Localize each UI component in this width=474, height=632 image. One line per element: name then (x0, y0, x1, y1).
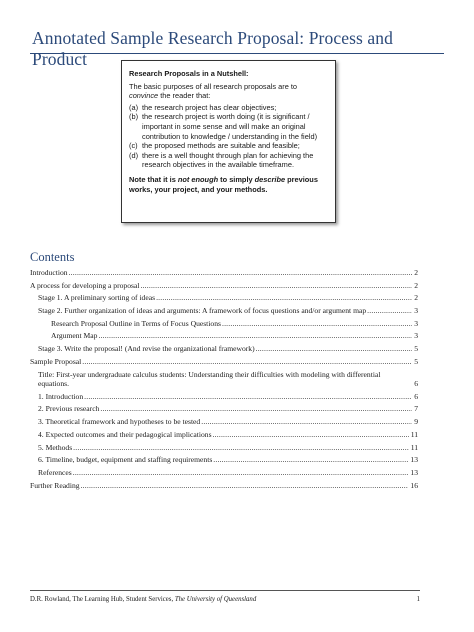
toc-entry-page: 2 (414, 293, 418, 303)
nutshell-intro-part2: the reader that: (158, 91, 211, 101)
title-underline (30, 53, 444, 54)
toc-entry[interactable] (30, 281, 418, 291)
toc-leader-dots (82, 357, 412, 367)
toc-entry-title: References (38, 467, 72, 477)
toc-leader-dots (213, 455, 408, 465)
nutshell-item-text: the proposed methods are suitable and feasible; (142, 141, 300, 151)
nutshell-heading: Research Proposals in a Nutshell: (129, 69, 249, 78)
toc-leader-dots (201, 417, 412, 427)
nutshell-note (129, 175, 328, 194)
toc-entry[interactable] (30, 430, 418, 440)
nutshell-item-text: the research project has clear objectives; (142, 102, 277, 112)
nutshell-item-label: (b) (129, 112, 139, 122)
nutshell-item-a (129, 103, 328, 113)
toc-entry[interactable] (30, 344, 418, 354)
toc-entry-page: 11 (410, 442, 418, 452)
toc-entry[interactable] (30, 357, 418, 367)
toc-entry-page: 13 (410, 467, 418, 477)
toc-entry-title: 5. Methods (38, 442, 73, 452)
toc-leader-dots (98, 331, 412, 341)
toc-entry-title: A process for developing a proposal (30, 280, 140, 290)
toc-entry[interactable] (30, 417, 418, 427)
toc-leader-dots (73, 443, 409, 453)
toc-entry[interactable] (30, 404, 418, 414)
toc-entry-page: 7 (414, 404, 418, 414)
nutshell-intro (129, 82, 328, 101)
toc-entry-title: Research Proposal Outline in Terms of Focus Questions (51, 318, 221, 328)
toc-leader-dots (73, 468, 409, 478)
toc-entry-page: 9 (414, 417, 418, 427)
toc-leader-dots (156, 293, 412, 303)
nutshell-item-d (129, 151, 328, 170)
document-title: Annotated Sample Research Proposal: Process and Product (32, 28, 393, 69)
nutshell-intro-convince: convince (129, 91, 159, 101)
toc-entry-title: Introduction (30, 268, 68, 277)
contents-heading: Contents (30, 250, 75, 264)
toc-leader-dots (84, 392, 412, 402)
note-part1: Note that it is (129, 174, 178, 184)
toc-entry[interactable] (30, 319, 418, 329)
nutshell-box (121, 60, 336, 223)
toc-leader-dots (69, 268, 413, 278)
toc-leader-dots (100, 404, 412, 414)
toc-entry-title: Stage 1. A preliminary sorting of ideas (38, 293, 156, 303)
toc-entry-page: 3 (414, 306, 418, 316)
toc-entry-page: 5 (414, 344, 418, 354)
note-describe: describe (254, 174, 286, 184)
toc-entry-title: 3. Theoretical framework and hypotheses to be tested (38, 417, 201, 427)
toc-entry-title: Sample Proposal (30, 356, 82, 366)
toc-leader-dots (256, 344, 413, 354)
toc-entry-page: 6 (414, 379, 418, 389)
footer-rule (30, 590, 420, 591)
toc-entry[interactable] (30, 481, 418, 491)
note-not-enough: not enough (177, 174, 219, 184)
toc-entry[interactable] (30, 331, 418, 341)
toc-leader-dots (222, 319, 412, 329)
footer-university: The University of Queensland (174, 596, 257, 603)
nutshell-item-label: (d) (129, 150, 139, 160)
toc-entry-title: Stage 3. Write the proposal! (And revise the organizational framework) (38, 344, 255, 354)
toc-entry-title: 1. Introduction (38, 391, 84, 401)
toc-entry[interactable] (30, 370, 418, 389)
nutshell-item-label: (a) (129, 102, 139, 112)
toc-entry[interactable] (30, 392, 418, 402)
toc-entry-title: Stage 2. Further organization of ideas and arguments: A framework of focus questions and/or argument map (38, 306, 367, 316)
toc-entry[interactable] (30, 268, 418, 278)
toc-entry-title: 2. Previous research (38, 404, 100, 414)
footer-page-number: 1 (416, 596, 420, 603)
toc-leader-dots (81, 481, 409, 491)
toc-entry-page: 2 (414, 268, 418, 277)
note-part2: to simply (218, 174, 255, 184)
nutshell-item-text: there is a well thought through plan for achieving the research objectives in the available timeframe. (142, 150, 314, 170)
toc-entry-page: 3 (414, 318, 418, 328)
toc-leader-dots (140, 281, 412, 291)
toc-entry[interactable] (30, 455, 418, 465)
nutshell-item-c (129, 141, 328, 151)
toc-entry-title: Further Reading (30, 480, 80, 490)
toc-entry-page: 16 (410, 480, 418, 490)
nutshell-item-text: the research project is worth doing (it is significant / important in some sense and will make an original contribution to knowledge / understanding in the field) (142, 112, 318, 141)
toc-entry-page: 13 (410, 455, 418, 465)
toc-entry[interactable] (30, 293, 418, 303)
note-part3: previous works, your project, and your methods. (129, 174, 318, 194)
footer-credit: D.R. Rowland, The Learning Hub, Student Services, (30, 596, 175, 603)
nutshell-item-label: (c) (129, 141, 138, 151)
toc-entry-title: 4. Expected outcomes and their pedagogical implications (38, 429, 212, 439)
toc-entry-page: 5 (414, 356, 418, 366)
toc-entry[interactable] (30, 468, 418, 478)
toc-entry[interactable] (30, 306, 418, 316)
table-of-contents (30, 268, 418, 493)
toc-entry-page: 2 (414, 280, 418, 290)
toc-entry-title: Title: First-year undergraduate calculus students: Understanding their difficulties with modeling with differential equations. (38, 369, 381, 389)
toc-leader-dots (367, 306, 412, 316)
toc-leader-dots (213, 430, 409, 440)
nutshell-intro-part1: The basic purposes of all research proposals are to (129, 81, 298, 91)
toc-entry-page: 11 (410, 429, 418, 439)
toc-entry-title: 6. Timeline, budget, equipment and staffing requirements (38, 455, 213, 465)
page-footer (30, 596, 420, 603)
nutshell-item-b (129, 112, 328, 141)
toc-entry-title: Argument Map (51, 331, 98, 341)
toc-entry-page: 6 (414, 391, 418, 401)
toc-entry-page: 3 (414, 331, 418, 341)
toc-entry[interactable] (30, 443, 418, 453)
